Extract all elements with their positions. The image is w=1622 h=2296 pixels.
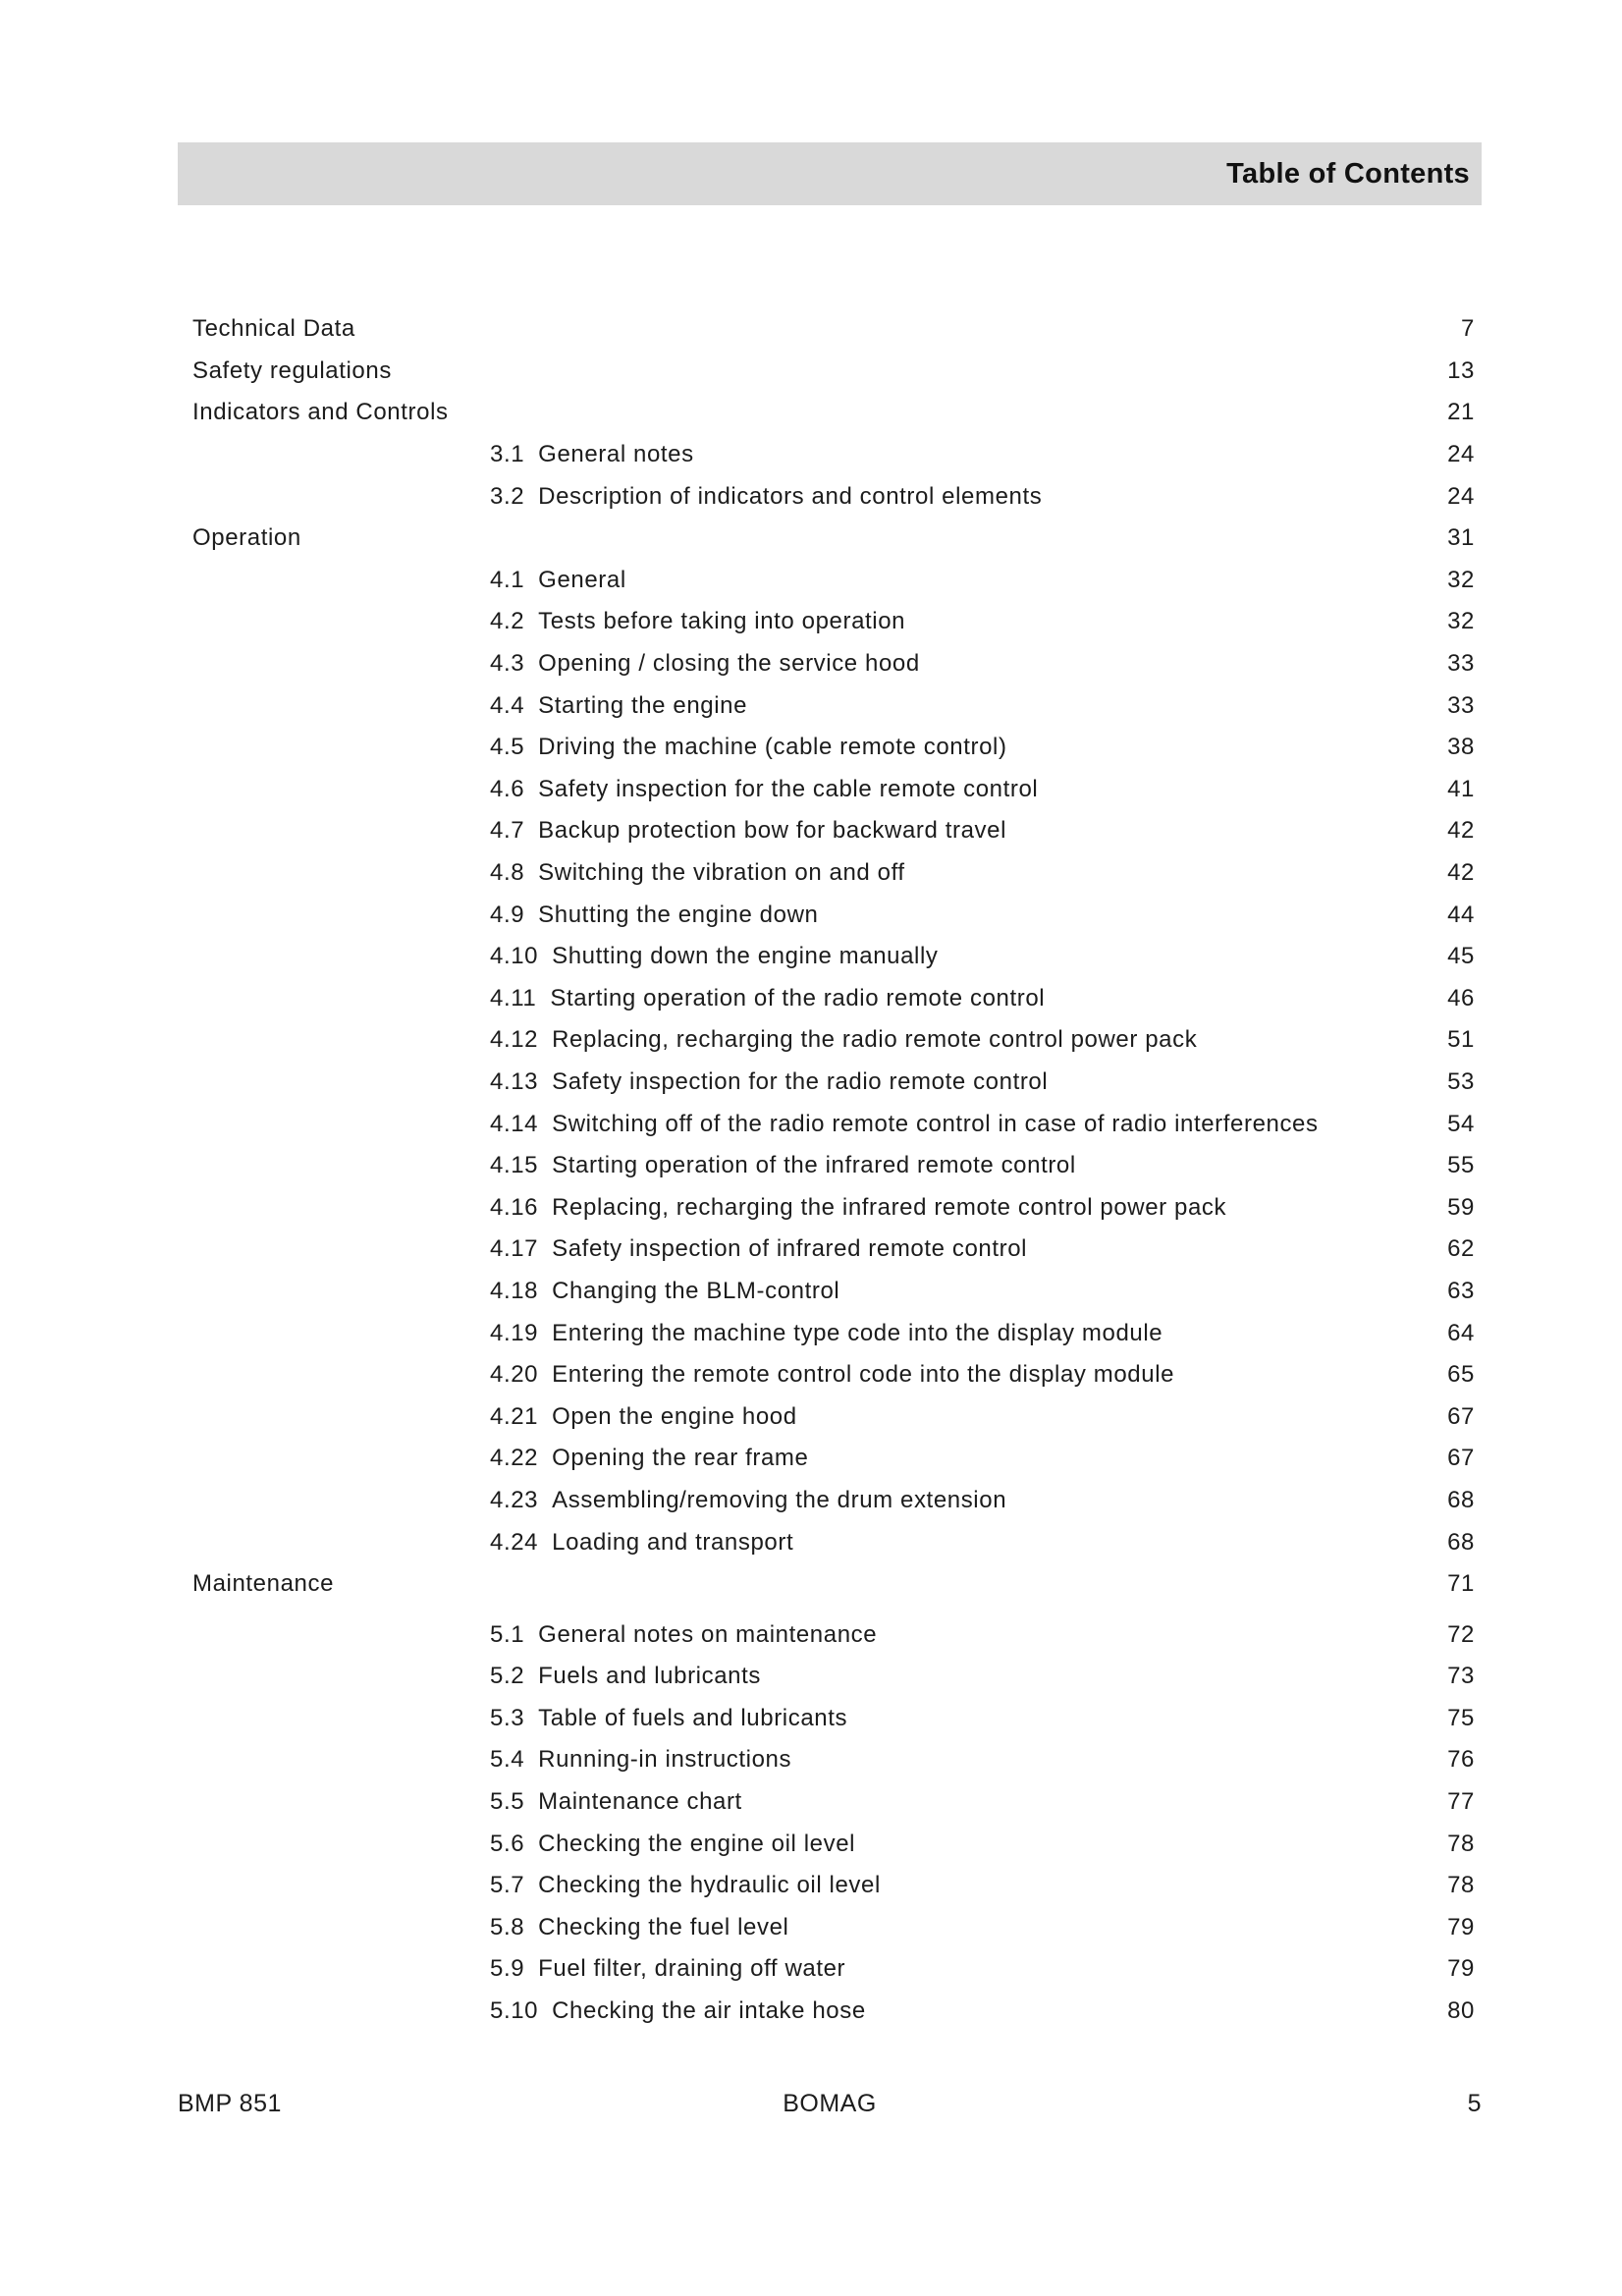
toc-row — [192, 643, 1475, 685]
footer-model-label: BMP 851 — [178, 2090, 282, 2117]
toc-row — [192, 1563, 1475, 1606]
toc-entry-number: 4.15 — [490, 1152, 539, 1179]
toc-entry-page: 42 — [1447, 859, 1475, 887]
toc-entry-label: Open the engine hood — [552, 1402, 797, 1430]
toc-entry-number: 5.5 — [490, 1788, 525, 1816]
toc-entry-number: 4.2 — [490, 608, 525, 635]
toc-entry-label: Starting the engine — [538, 691, 748, 719]
toc-entry-number: 4.11 — [490, 984, 537, 1011]
toc-entry-label: Assembling/removing the drum extension — [552, 1486, 1007, 1513]
toc-entry-label: Driving the machine (cable remote control) — [538, 734, 1007, 761]
toc-entry-label: Maintenance — [192, 1570, 335, 1598]
toc-entry-number: 4.21 — [490, 1402, 539, 1430]
toc-entry-page: 32 — [1447, 608, 1475, 635]
toc-row — [192, 1019, 1475, 1062]
toc-entry-label: Shutting down the engine manually — [552, 943, 939, 970]
toc-row — [192, 1613, 1475, 1656]
toc-entry-page: 77 — [1447, 1788, 1475, 1816]
toc-row — [192, 852, 1475, 895]
toc-entry-label: Entering the machine type code into the display module — [552, 1319, 1163, 1346]
toc-entry-number: 4.5 — [490, 734, 525, 761]
toc-entry-page: 53 — [1447, 1067, 1475, 1095]
toc-row — [192, 1781, 1475, 1824]
toc-row — [192, 1103, 1475, 1145]
toc-row — [192, 601, 1475, 643]
toc-entry-number: 4.14 — [490, 1110, 539, 1137]
toc-entry-page: 21 — [1447, 399, 1475, 426]
toc-entry-label: Switching the vibration on and off — [538, 859, 905, 887]
toc-entry-label: Operation — [192, 524, 301, 552]
toc-entry-number: 5.8 — [490, 1913, 525, 1941]
toc-entry-label: Maintenance chart — [538, 1788, 742, 1816]
toc-row — [192, 1991, 1475, 2033]
toc-row — [192, 684, 1475, 727]
toc-row — [192, 434, 1475, 476]
toc-entry-label: Checking the hydraulic oil level — [538, 1872, 881, 1899]
toc-entry-label: Description of indicators and control elements — [538, 482, 1043, 510]
toc-entry-number: 4.23 — [490, 1486, 539, 1513]
toc-entry-page: 63 — [1447, 1277, 1475, 1304]
toc-entry-label: Fuels and lubricants — [538, 1663, 761, 1690]
toc-row — [192, 810, 1475, 852]
toc-entry-number: 4.19 — [490, 1319, 539, 1346]
toc-entry-page: 65 — [1447, 1361, 1475, 1389]
toc-entry-page: 75 — [1447, 1704, 1475, 1731]
toc-entry-label: Indicators and Controls — [192, 399, 449, 426]
toc-row — [192, 1521, 1475, 1563]
toc-row — [192, 560, 1475, 602]
toc-entry-page: 67 — [1447, 1402, 1475, 1430]
toc-entry-label: Starting operation of the radio remote control — [550, 984, 1046, 1011]
toc-entry-page: 55 — [1447, 1152, 1475, 1179]
toc-entry-page: 80 — [1447, 1997, 1475, 2025]
toc-entry-label: Safety inspection for the radio remote control — [552, 1067, 1049, 1095]
toc-entry-page: 68 — [1447, 1486, 1475, 1513]
toc-row — [192, 475, 1475, 518]
toc-entry-label: Replacing, recharging the infrared remote control power pack — [552, 1193, 1227, 1221]
toc-entry-label: Checking the fuel level — [538, 1913, 789, 1941]
toc-row — [192, 1480, 1475, 1522]
toc-entry-number: 4.6 — [490, 775, 525, 802]
toc-entry-label: Changing the BLM-control — [552, 1277, 840, 1304]
toc-row — [192, 1739, 1475, 1781]
toc-entry-number: 4.3 — [490, 650, 525, 678]
toc-row — [192, 727, 1475, 769]
toc-entry-label: Fuel filter, draining off water — [538, 1955, 846, 1983]
toc-row — [192, 1312, 1475, 1354]
page-footer — [178, 2090, 1482, 2118]
toc-row — [192, 1948, 1475, 1991]
toc-row — [192, 1229, 1475, 1271]
toc-entry-page: 73 — [1447, 1663, 1475, 1690]
toc-row — [192, 1395, 1475, 1438]
toc-entry-page: 78 — [1447, 1830, 1475, 1857]
toc-row — [192, 1656, 1475, 1698]
toc-entry-number: 3.2 — [490, 482, 525, 510]
toc-entry-page: 24 — [1447, 482, 1475, 510]
toc-entry-label: Opening / closing the service hood — [538, 650, 920, 678]
toc-entry-label: Safety regulations — [192, 356, 392, 384]
toc-entry-page: 45 — [1447, 943, 1475, 970]
toc-entry-label: Running-in instructions — [538, 1746, 792, 1774]
toc-entry-number: 4.16 — [490, 1193, 539, 1221]
toc-entry-number: 4.13 — [490, 1067, 539, 1095]
toc-entry-page: 33 — [1447, 691, 1475, 719]
toc-entry-label: General — [538, 566, 626, 593]
toc-entry-page: 33 — [1447, 650, 1475, 678]
toc-row — [192, 1354, 1475, 1396]
toc-entry-label: Opening the rear frame — [552, 1445, 809, 1472]
toc-entry-number: 5.4 — [490, 1746, 525, 1774]
toc-row — [192, 978, 1475, 1020]
toc-entry-page: 44 — [1447, 901, 1475, 928]
toc-row — [192, 1271, 1475, 1313]
toc-entry-label: Checking the engine oil level — [538, 1830, 856, 1857]
toc-entry-number: 5.2 — [490, 1663, 525, 1690]
toc-entry-label: Loading and transport — [552, 1528, 794, 1556]
toc-row — [192, 1062, 1475, 1104]
toc-entry-page: 59 — [1447, 1193, 1475, 1221]
page-title: Table of Contents — [1226, 157, 1470, 190]
toc-entry-number: 5.7 — [490, 1872, 525, 1899]
toc-row — [192, 392, 1475, 434]
toc-entry-number: 4.24 — [490, 1528, 539, 1556]
toc-entry-number: 4.10 — [490, 943, 539, 970]
toc-entry-label: Safety inspection for the cable remote control — [538, 775, 1039, 802]
toc-entry-number: 4.7 — [490, 817, 525, 845]
toc-entry-page: 38 — [1447, 734, 1475, 761]
toc-entry-number: 5.10 — [490, 1997, 539, 2025]
toc-entry-number: 4.12 — [490, 1026, 539, 1054]
toc-entry-page: 51 — [1447, 1026, 1475, 1054]
toc-row — [192, 308, 1475, 351]
toc-entry-number: 5.1 — [490, 1620, 525, 1648]
toc-entry-page: 79 — [1447, 1913, 1475, 1941]
header-bar — [178, 142, 1482, 205]
toc-entry-page: 46 — [1447, 984, 1475, 1011]
toc-entry-label: Starting operation of the infrared remote control — [552, 1152, 1076, 1179]
toc-entry-label: Shutting the engine down — [538, 901, 819, 928]
toc-entry-label: Entering the remote control code into the display module — [552, 1361, 1175, 1389]
toc-entry-label: Table of fuels and lubricants — [538, 1704, 848, 1731]
toc-entry-page: 76 — [1447, 1746, 1475, 1774]
toc-entry-label: Tests before taking into operation — [538, 608, 906, 635]
toc-entry-page: 13 — [1447, 356, 1475, 384]
toc-row — [192, 518, 1475, 560]
toc-row — [192, 1823, 1475, 1865]
toc-entry-page: 42 — [1447, 817, 1475, 845]
toc-entry-page: 79 — [1447, 1955, 1475, 1983]
toc-row — [192, 1438, 1475, 1480]
toc-entry-page: 24 — [1447, 441, 1475, 468]
toc-entry-number: 4.17 — [490, 1235, 539, 1263]
toc-entry-number: 4.4 — [490, 691, 525, 719]
toc-row — [192, 1865, 1475, 1907]
toc-entry-number: 4.20 — [490, 1361, 539, 1389]
toc-entry-page: 72 — [1447, 1620, 1475, 1648]
toc-entry-number: 5.9 — [490, 1955, 525, 1983]
toc-entry-page: 41 — [1447, 775, 1475, 802]
toc-entry-label: Backup protection bow for backward travel — [538, 817, 1006, 845]
toc-row — [192, 1186, 1475, 1229]
toc-entry-number: 4.1 — [490, 566, 525, 593]
toc-entry-label: Technical Data — [192, 315, 355, 343]
toc-entry-label: General notes — [538, 441, 694, 468]
toc-entry-page: 67 — [1447, 1445, 1475, 1472]
footer-page-number: 5 — [1467, 2090, 1483, 2117]
toc-entry-number: 4.8 — [490, 859, 525, 887]
toc-entry-number: 4.22 — [490, 1445, 539, 1472]
toc-row — [192, 894, 1475, 936]
toc-list — [192, 308, 1475, 2032]
toc-entry-page: 71 — [1447, 1570, 1475, 1598]
toc-entry-label: General notes on maintenance — [538, 1620, 878, 1648]
toc-entry-page: 64 — [1447, 1319, 1475, 1346]
toc-row — [192, 769, 1475, 811]
toc-row — [192, 1698, 1475, 1740]
toc-entry-page: 31 — [1447, 524, 1475, 552]
toc-entry-number: 4.18 — [490, 1277, 539, 1304]
toc-entry-page: 54 — [1447, 1110, 1475, 1137]
toc-row — [192, 936, 1475, 978]
toc-entry-number: 5.6 — [490, 1830, 525, 1857]
toc-entry-label: Safety inspection of infrared remote control — [552, 1235, 1028, 1263]
toc-entry-label: Switching off of the radio remote control in case of radio interferences — [552, 1110, 1319, 1137]
toc-entry-number: 5.3 — [490, 1704, 525, 1731]
toc-row — [192, 351, 1475, 393]
toc-entry-page: 62 — [1447, 1235, 1475, 1263]
toc-entry-page: 32 — [1447, 566, 1475, 593]
toc-entry-number: 3.1 — [490, 441, 525, 468]
toc-entry-page: 78 — [1447, 1872, 1475, 1899]
toc-entry-label: Checking the air intake hose — [552, 1997, 866, 2025]
toc-row — [192, 1145, 1475, 1187]
toc-entry-page: 68 — [1447, 1528, 1475, 1556]
toc-entry-page: 7 — [1461, 315, 1475, 343]
footer-brand-label: BOMAG — [783, 2090, 877, 2117]
toc-row — [192, 1907, 1475, 1949]
toc-entry-number: 4.9 — [490, 901, 525, 928]
toc-entry-label: Replacing, recharging the radio remote control power pack — [552, 1026, 1198, 1054]
